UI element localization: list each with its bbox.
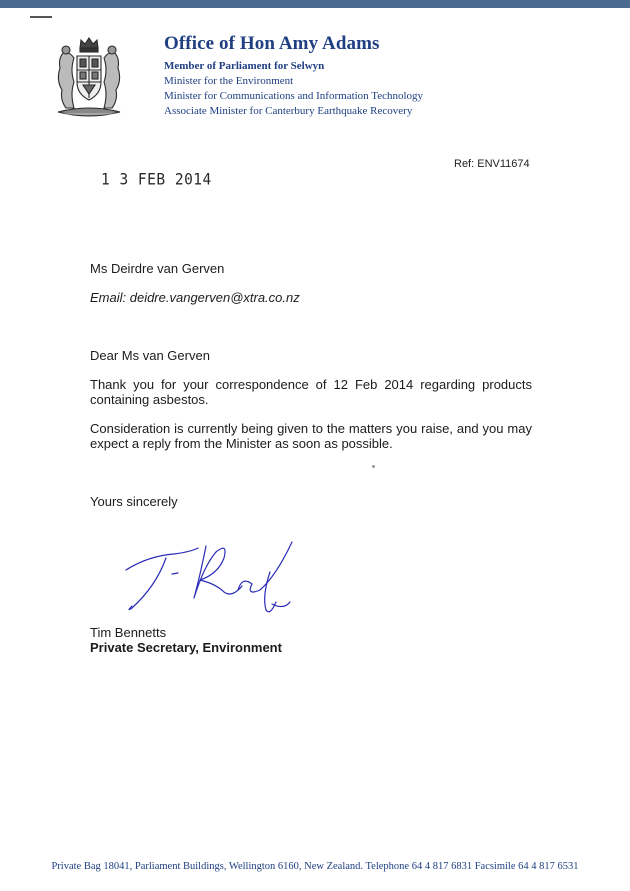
closing: Yours sincerely	[90, 494, 178, 509]
reference-number: Ref: ENV11674	[454, 158, 530, 170]
date-stamp: 1 3 FEB 2014	[101, 171, 212, 189]
letterhead-footer: Private Bag 18041, Parliament Buildings, Wellington 6160, New Zealand. Telephone 64 4 817 6831 Facsimile 64 4 817 6531	[51, 861, 579, 872]
handwritten-signature	[120, 536, 305, 622]
salutation: Dear Ms van Gerven	[90, 348, 210, 363]
letterhead	[164, 33, 423, 117]
signer-name: Tim Bennetts	[90, 625, 167, 640]
recipient-email: Email: deidre.vangerven@xtra.co.nz	[90, 290, 300, 305]
mp-constituency: Member of Parliament for Selwyn	[164, 60, 325, 72]
recipient-name: Ms Deirdre van Gerven	[90, 261, 225, 276]
top-color-bar	[0, 0, 630, 8]
ministerial-role: Minister for the Environment	[164, 75, 294, 87]
ministerial-role: Minister for Communications and Information Technology	[164, 90, 424, 102]
letter-paragraph: Consideration is currently being given to the matters you raise, and you may expect a reply from the Minister as soon as possible.	[90, 421, 532, 451]
office-title: Office of Hon Amy Adams	[164, 33, 380, 54]
letter-paragraph: Thank you for your correspondence of 12 Feb 2014 regarding products containing asbestos.	[90, 377, 532, 407]
signer-title: Private Secretary, Environment	[90, 640, 282, 655]
nz-coat-of-arms-icon	[50, 34, 128, 122]
scan-mark	[30, 16, 52, 18]
ministerial-role: Associate Minister for Canterbury Earthquake Recovery	[164, 105, 413, 117]
scan-speck	[372, 465, 375, 468]
